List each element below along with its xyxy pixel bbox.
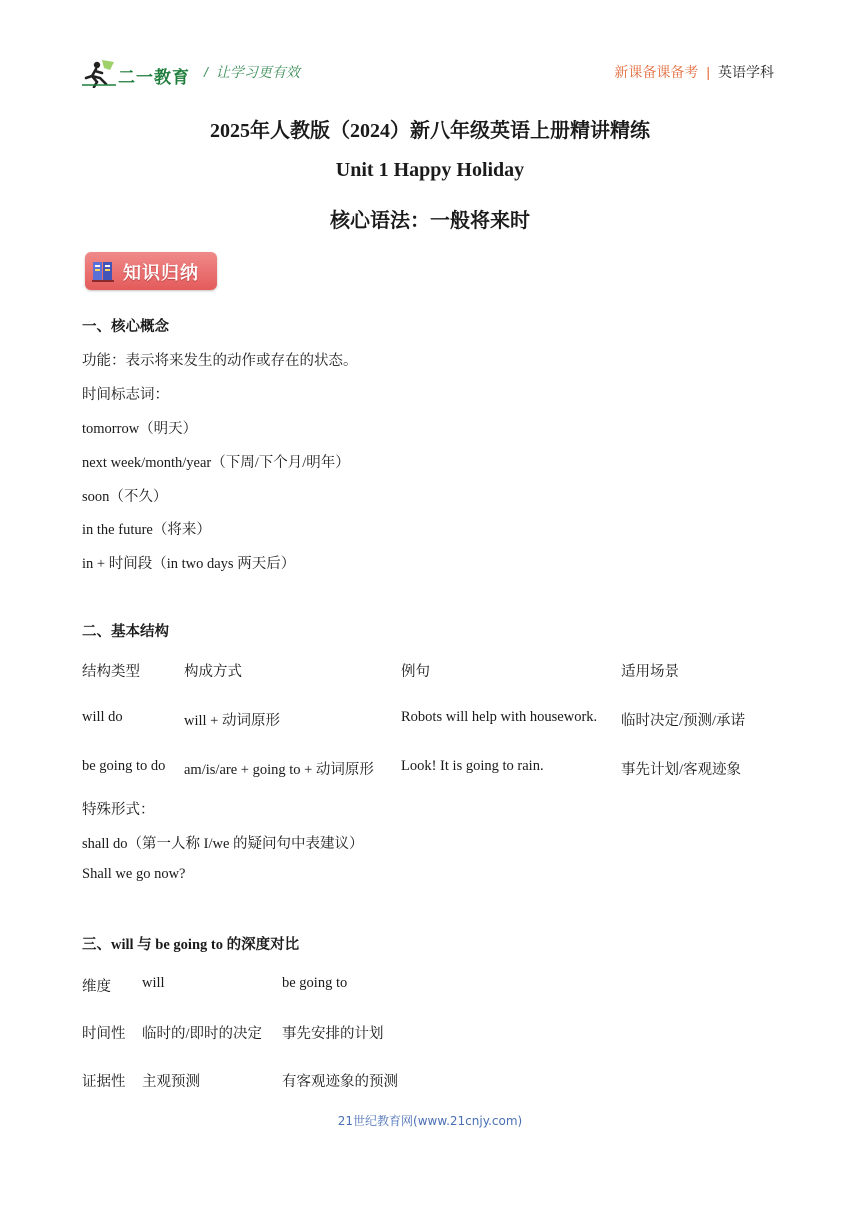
special-form-label: 特殊形式： [82, 802, 155, 818]
time-marker-item: soon（不久） [82, 489, 168, 505]
table-header-cell: 结构类型 [82, 664, 140, 680]
table-cell: 临时决定/预测/承诺 [621, 713, 746, 729]
knowledge-summary-badge [85, 252, 217, 290]
table-header-cell: 例句 [401, 664, 430, 680]
book-icon [91, 258, 115, 284]
table-cell: will do [82, 709, 123, 725]
table-cell: 有客观迹象的预测 [282, 1074, 398, 1090]
special-form-description: shall do（第一人称 I/we 的疑问句中表建议） [82, 836, 364, 852]
table-cell: am/is/are + going to + 动词原形 [184, 762, 374, 778]
time-marker-item: next week/month/year（下周/下个月/明年） [82, 455, 350, 471]
unit-title: Unit 1 Happy Holiday [335, 159, 525, 181]
table-header-cell: will [142, 975, 165, 991]
table-cell: 时间性 [82, 1026, 126, 1042]
runner-logo-icon [82, 58, 116, 88]
table-header-cell: 构成方式 [184, 664, 242, 680]
time-marker-item: tomorrow（明天） [82, 421, 198, 437]
document-title: 2025年人教版（2024）新八年级英语上册精讲精练 [210, 120, 650, 142]
header-separator: | [706, 64, 710, 80]
table-cell: will + 动词原形 [184, 713, 280, 729]
special-form-example: Shall we go now? [82, 866, 186, 882]
subject-tag: 英语学科 [718, 64, 774, 80]
section-heading: 三、will 与 be going to 的深度对比 [82, 937, 300, 953]
badge-label: 知识归纳 [123, 263, 199, 284]
logo-text: 二一教育 [118, 68, 190, 87]
table-cell: 事先计划/客观迹象 [621, 762, 742, 778]
table-cell: be going to do [82, 758, 166, 774]
table-header-cell: be going to [282, 975, 348, 991]
table-cell: 主观预测 [142, 1074, 200, 1090]
brand-logo [82, 58, 192, 88]
table-cell: 证据性 [82, 1074, 126, 1090]
course-tag: 新课备课备考 [614, 64, 699, 80]
table-cell: 事先安排的计划 [282, 1026, 384, 1042]
table-cell: Look! It is going to rain. [401, 758, 544, 774]
slogan-text: 让学习更有效 [215, 64, 300, 80]
function-definition: 功能：表示将来发生的动作或存在的状态。 [82, 353, 358, 369]
table-header-cell: 适用场景 [621, 664, 679, 680]
footer-watermark: 21世纪教育网(www.21cnjy.com) [337, 1114, 523, 1128]
table-cell: Robots will help with housework. [401, 709, 598, 725]
table-header-cell: 维度 [82, 979, 111, 995]
header-tags [614, 62, 774, 82]
topic-title: 核心语法：一般将来时 [330, 210, 530, 232]
time-marker-item: in + 时间段（in two days 两天后） [82, 556, 296, 572]
page-header [82, 54, 774, 90]
time-marker-item: in the future（将来） [82, 522, 211, 538]
time-markers-label: 时间标志词： [82, 387, 169, 403]
section-heading: 二、基本结构 [82, 624, 169, 640]
table-cell: 临时的/即时的决定 [142, 1026, 263, 1042]
slash-divider: / [204, 64, 208, 80]
section-heading: 一、核心概念 [82, 319, 169, 335]
slogan [204, 62, 300, 82]
